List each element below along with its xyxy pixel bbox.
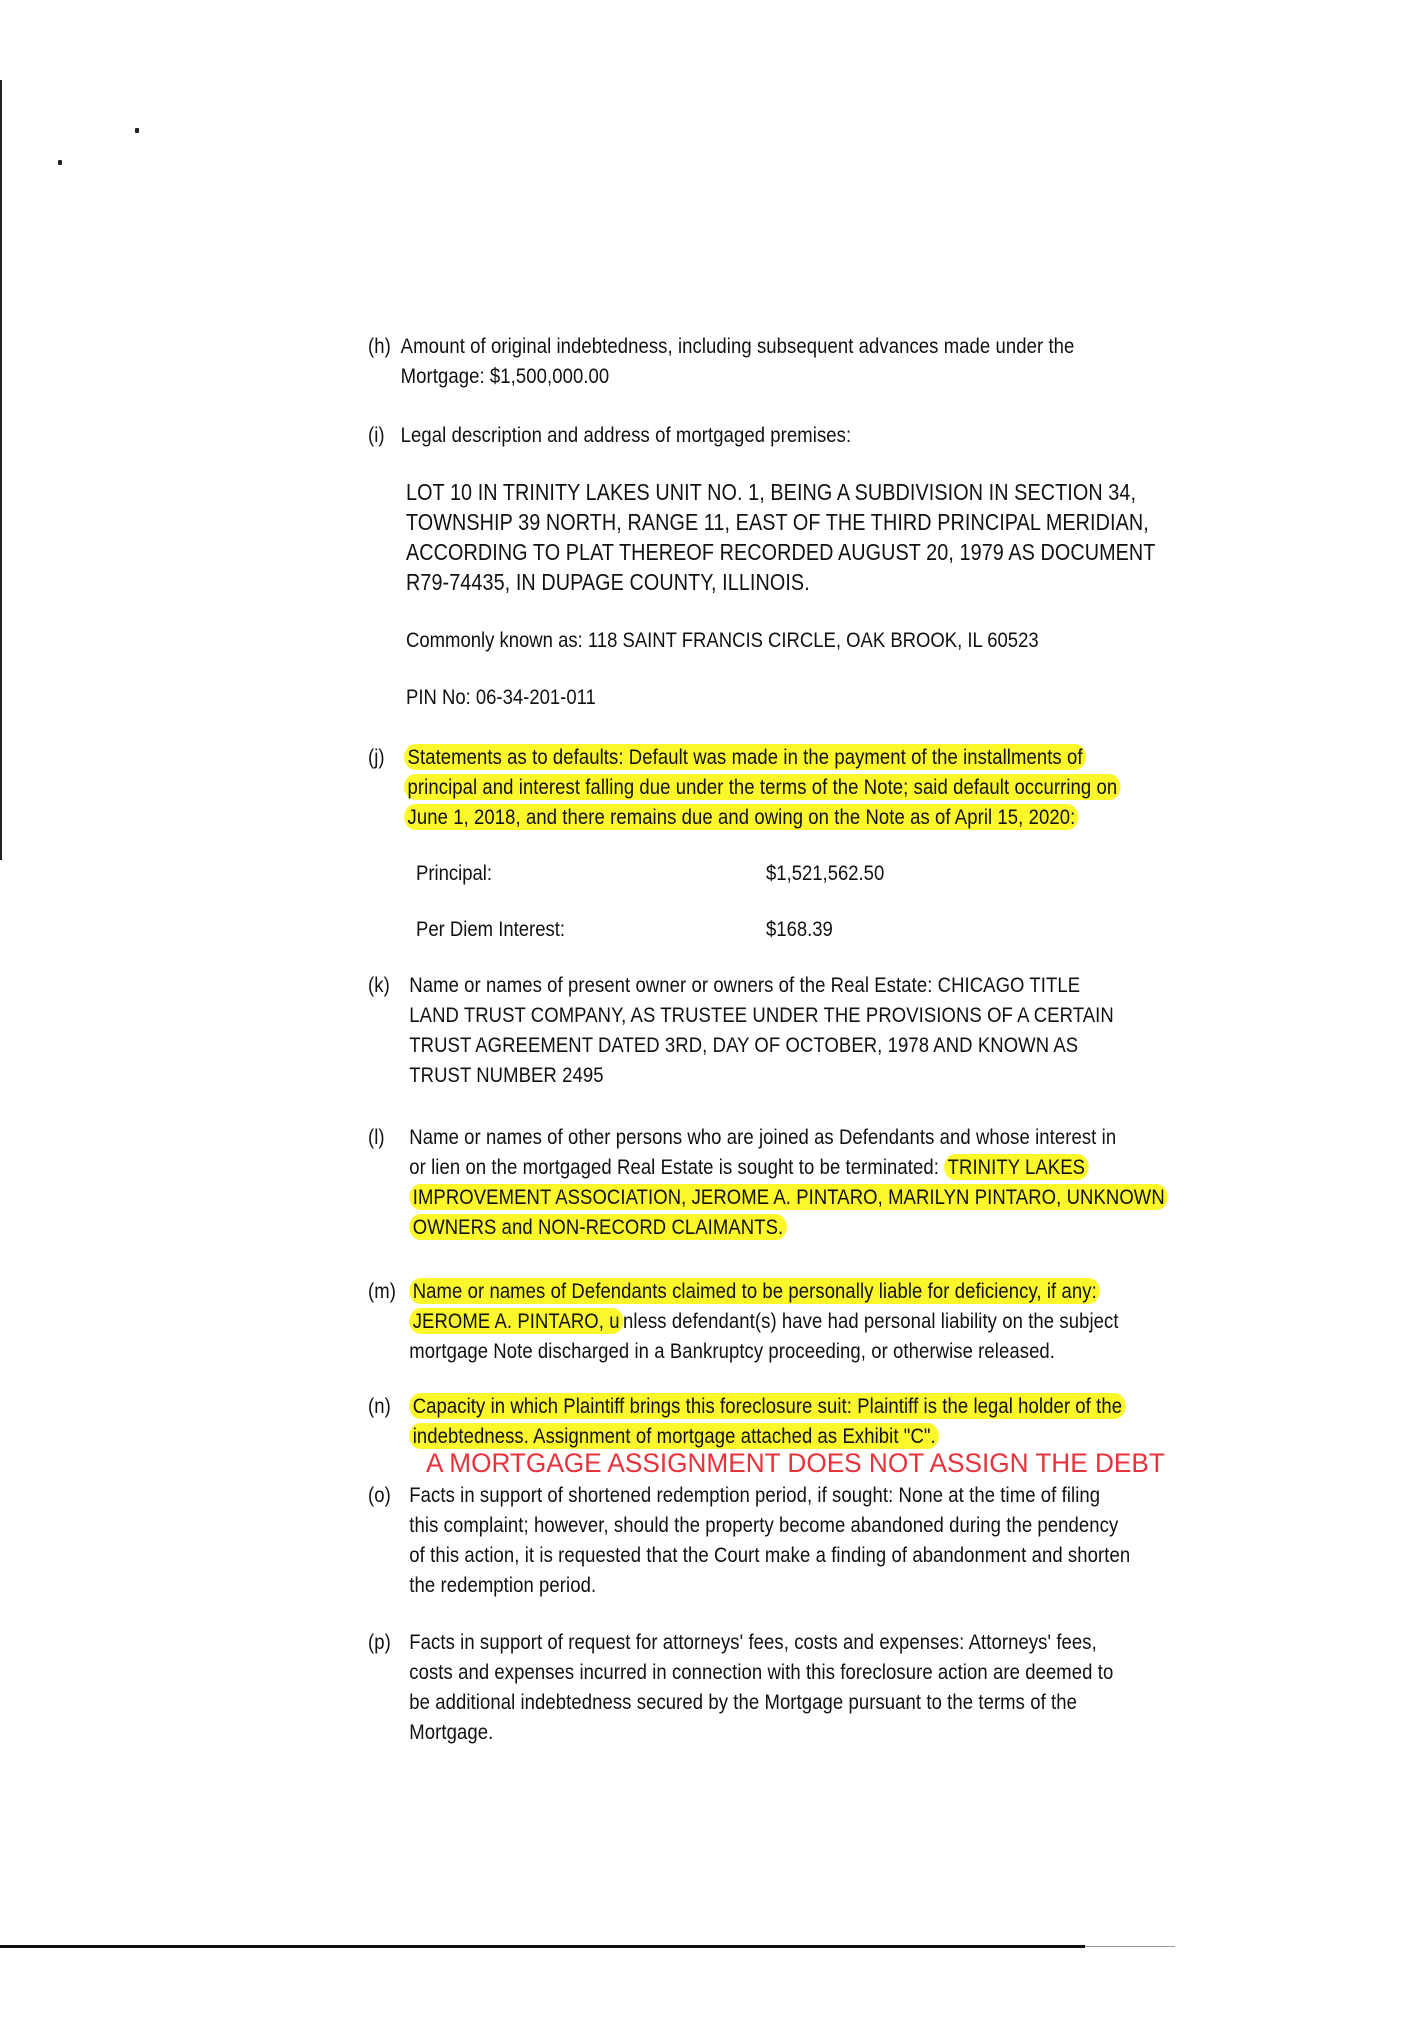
principal-value: $1,521,562.50 <box>766 861 885 885</box>
item-text: Name or names of other persons who are joined as Defendants and whose interest in or lien on the mortgaged Real Estate is sought to be terminated: TRINITY LAKES IMPROVEMENT ASSOCIATION, JEROME A. PINTARO, MARILYN PINTARO, UNKNOWN OWNERS and NON-RECORD CLAIMANTS. <box>409 1122 1168 1242</box>
item-text <box>404 742 1121 832</box>
scan-speck <box>58 160 62 165</box>
item-label: (j) <box>368 745 385 769</box>
highlighted-text: Capacity in which Plaintiff brings this foreclosure suit: Plaintiff is the legal holder of the <box>409 1393 1125 1419</box>
scan-speck <box>135 128 139 133</box>
item-text: Amount of original indebtedness, including subsequent advances made under the Mortgage: $1,500,000.00 <box>400 334 1075 388</box>
item-text: Legal description and address of mortgaged premises: <box>400 423 852 447</box>
item-text: Name or names of present owner or owners of the Real Estate: CHICAGO TITLE LAND TRUST COMPANY, AS TRUSTEE UNDER THE PROVISIONS OF A CERTAIN TRUST AGREEMENT DATED 3RD, DAY OF OCTOBER, 1978 AND KNOWN AS TRUST NUMBER 2495 <box>409 973 1114 1087</box>
bottom-rule <box>0 1945 1085 1948</box>
per-diem-value: $168.39 <box>766 917 833 941</box>
legal-description: LOT 10 IN TRINITY LAKES UNIT NO. 1, BEING A SUBDIVISION IN SECTION 34, TOWNSHIP 39 NORTH, RANGE 11, EAST OF THE THIRD PRINCIPAL MERIDIAN, ACCORDING TO PLAT THEREOF RECORDED AUGUST 20, 1979 AS DOCUMENT R79-74435, IN DUPAGE COUNTY, ILLINOIS. <box>406 479 1156 595</box>
highlighted-text: TRINITY LAKES <box>944 1154 1088 1180</box>
common-address: Commonly known as: 118 SAINT FRANCIS CIRCLE, OAK BROOK, IL 60523 <box>406 628 1039 652</box>
item-label: (h) <box>368 334 391 358</box>
item-label: (o) <box>368 1483 391 1507</box>
item-label: (i) <box>368 423 385 447</box>
highlighted-text: OWNERS and NON-RECORD CLAIMANTS. <box>409 1214 786 1240</box>
principal-label: Principal: <box>416 861 493 885</box>
item-text: Facts in support of request for attorneys' fees, costs and expenses: Attorneys' fees, costs and expenses incurred in connection with this foreclosure action are deemed to be additional indebtedness secured by the Mortgage pursuant to the terms of the Mortgage. <box>409 1630 1114 1744</box>
item-text <box>409 1391 1125 1451</box>
item-label: (l) <box>368 1125 385 1149</box>
scan-edge <box>0 80 2 860</box>
highlighted-text: JEROME A. PINTARO, u <box>409 1308 623 1334</box>
item-label: (p) <box>368 1630 391 1654</box>
highlighted-text: IMPROVEMENT ASSOCIATION, JEROME A. PINTARO, MARILYN PINTARO, UNKNOWN <box>409 1184 1168 1210</box>
bottom-rule-faint <box>1085 1946 1175 1947</box>
item-text: Name or names of Defendants claimed to be personally liable for deficiency, if any: JEROME A. PINTARO, u nless defendant(s) have had personal liability on the subject mortgage Note discharged in a Bankruptcy proceeding, or otherwise released. <box>409 1279 1119 1363</box>
highlighted-text: Statements as to defaults: Default was made in the payment of the installments of <box>404 744 1086 770</box>
highlighted-text: Name or names of Defendants claimed to be personally liable for deficiency, if any: <box>409 1278 1100 1304</box>
per-diem-label: Per Diem Interest: <box>416 917 565 941</box>
red-annotation: A MORTGAGE ASSIGNMENT DOES NOT ASSIGN THE DEBT <box>426 1448 1165 1478</box>
item-label: (k) <box>368 973 390 997</box>
item-text: Facts in support of shortened redemption period, if sought: None at the time of filing this complaint; however, should the property become abandoned during the pendency of this action, it is requested that the Court make a finding of abandonment and shorten the redemption period. <box>409 1483 1131 1597</box>
highlighted-text: principal and interest falling due under the terms of the Note; said default occurring on <box>404 774 1121 800</box>
item-label: (n) <box>368 1394 391 1418</box>
highlighted-text: indebtedness. Assignment of mortgage attached as Exhibit "C". <box>409 1423 939 1449</box>
highlighted-text: June 1, 2018, and there remains due and owing on the Note as of April 15, 2020: <box>404 804 1079 830</box>
item-label: (m) <box>368 1279 396 1303</box>
pin-number: PIN No: 06-34-201-011 <box>406 685 596 709</box>
